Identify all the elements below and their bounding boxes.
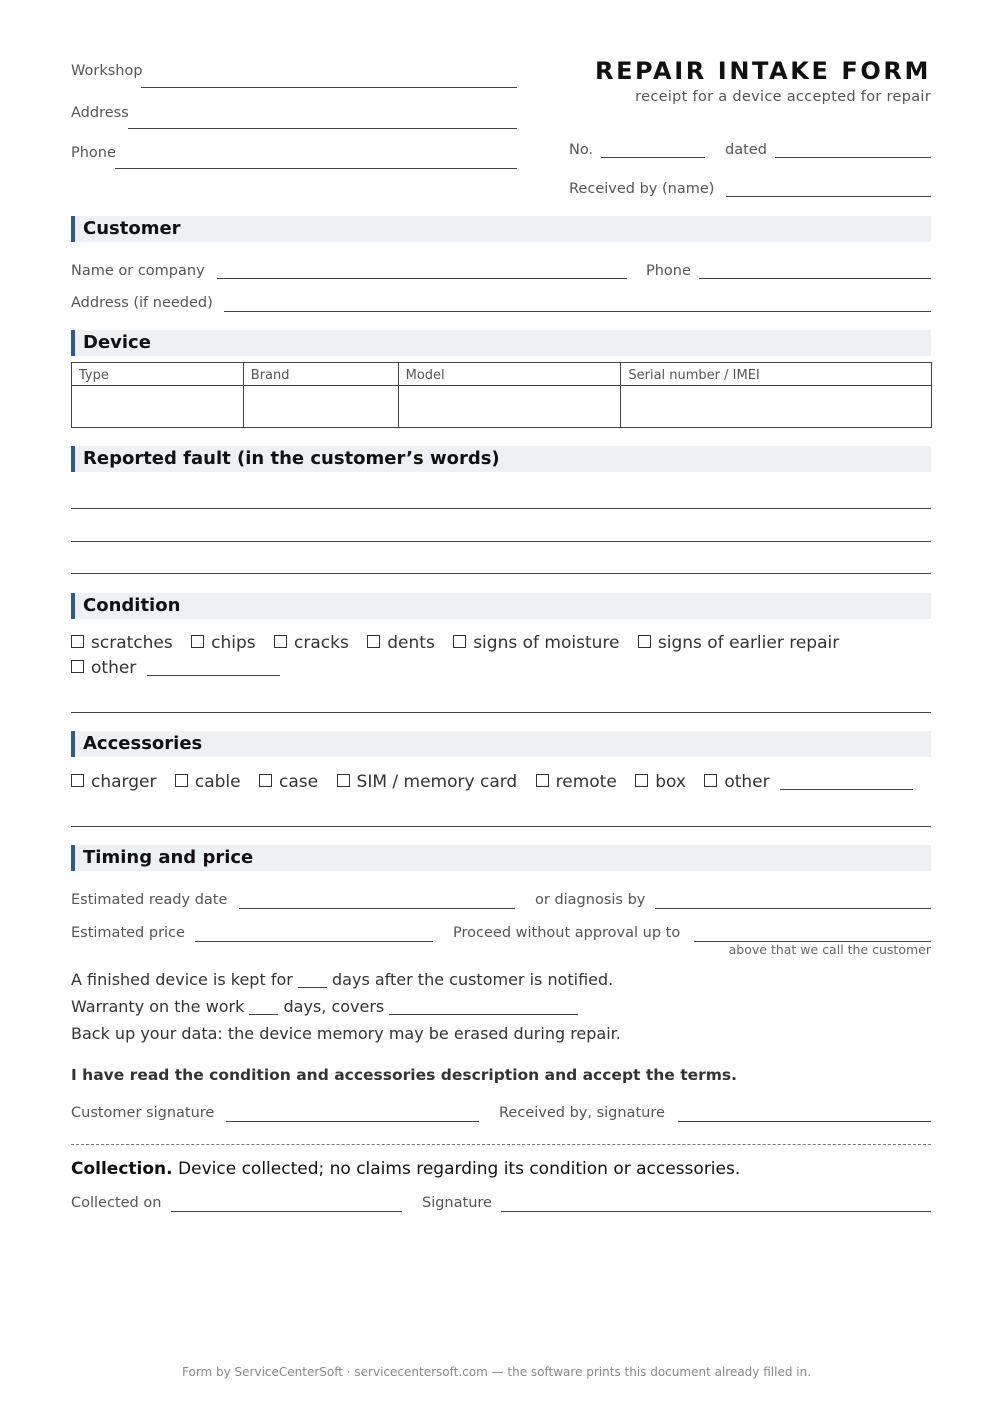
- checkbox-icon[interactable]: [536, 774, 549, 787]
- condition-other-label: other: [91, 658, 137, 678]
- kept-term: [71, 970, 613, 990]
- workshop-field[interactable]: [141, 87, 517, 88]
- accessories-notes-line[interactable]: [71, 826, 931, 827]
- diagnosis-label: or diagnosis by: [535, 892, 646, 908]
- ready-date-label: Estimated ready date: [71, 892, 228, 908]
- accessory-option-remote[interactable]: [536, 772, 617, 792]
- section-condition: [71, 593, 931, 619]
- kept-days-field[interactable]: [298, 971, 327, 988]
- number-label: No.: [569, 142, 594, 158]
- customer-address-label: Address (if needed): [71, 295, 213, 311]
- warranty-term-pre: Warranty on the work: [71, 997, 245, 1016]
- received-by-field[interactable]: [726, 196, 931, 197]
- condition-option-label: signs of earlier repair: [657, 633, 840, 653]
- section-accessories-heading: Accessories: [83, 733, 203, 754]
- condition-option-label: cracks: [294, 633, 349, 653]
- section-accessories: [71, 731, 931, 757]
- approval-note: above that we call the customer: [728, 942, 931, 957]
- customer-name-field[interactable]: [217, 278, 627, 279]
- section-timing: [71, 845, 931, 871]
- device-brand-cell[interactable]: [243, 386, 398, 428]
- condition-options: [71, 632, 852, 654]
- condition-option-moisture[interactable]: [453, 633, 619, 653]
- collection-signature-field[interactable]: [501, 1211, 931, 1212]
- condition-option-dents[interactable]: [367, 633, 435, 653]
- phone-label: Phone: [71, 145, 116, 161]
- device-serial-cell[interactable]: [621, 386, 932, 428]
- kept-term-pre: A finished device is kept for: [71, 970, 293, 989]
- phone-field[interactable]: [115, 168, 517, 169]
- checkbox-icon[interactable]: [191, 635, 204, 648]
- checkbox-icon[interactable]: [71, 635, 84, 648]
- device-type-cell[interactable]: [72, 386, 244, 428]
- number-field[interactable]: [601, 157, 705, 158]
- checkbox-icon[interactable]: [453, 635, 466, 648]
- ready-date-field[interactable]: [239, 908, 515, 909]
- accessory-option-sim[interactable]: [337, 772, 518, 792]
- dated-label: dated: [725, 142, 767, 158]
- accessory-option-box[interactable]: [635, 772, 686, 792]
- accessory-option-label: charger: [91, 772, 157, 792]
- section-customer: [71, 216, 931, 242]
- condition-other-field[interactable]: [147, 659, 280, 676]
- device-col-serial: Serial number / IMEI: [621, 363, 932, 386]
- collection-statement: [71, 1159, 740, 1179]
- accessory-other-field[interactable]: [780, 773, 913, 790]
- fault-line-3[interactable]: [71, 573, 931, 574]
- accessory-option-label: cable: [194, 772, 241, 792]
- condition-option-label: scratches: [91, 633, 173, 653]
- device-col-model: Model: [398, 363, 621, 386]
- accept-statement: I have read the condition and accessories description and accept the terms.: [71, 1066, 738, 1084]
- condition-notes-line[interactable]: [71, 712, 931, 713]
- collected-on-label: Collected on: [71, 1195, 162, 1211]
- received-signature-field[interactable]: [678, 1121, 931, 1122]
- collection-text: Device collected; no claims regarding its condition or accessories.: [178, 1159, 741, 1179]
- collection-signature-label: Signature: [422, 1195, 492, 1211]
- price-label: Estimated price: [71, 925, 185, 941]
- condition-option-label: dents: [387, 633, 435, 653]
- workshop-label: Workshop: [71, 63, 143, 79]
- accessory-option-label: box: [655, 772, 686, 792]
- condition-option-cracks[interactable]: [274, 633, 349, 653]
- condition-option-other[interactable]: [71, 658, 136, 678]
- accessory-option-case[interactable]: [259, 772, 318, 792]
- section-fault-heading: Reported fault (in the customer’s words): [83, 448, 500, 469]
- accessory-option-other[interactable]: [704, 772, 769, 792]
- customer-phone-label: Phone: [646, 263, 691, 279]
- collected-on-field[interactable]: [171, 1211, 402, 1212]
- device-table: [71, 362, 932, 428]
- approval-label: Proceed without approval up to: [453, 925, 681, 941]
- dated-field[interactable]: [775, 157, 931, 158]
- condition-option-earlier-repair[interactable]: [638, 633, 839, 653]
- accessory-options: [71, 771, 913, 793]
- warranty-covers-field[interactable]: [389, 998, 578, 1015]
- address-label: Address: [71, 105, 129, 121]
- footer-note: Form by ServiceCenterSoft · servicecentersoft.com — the software prints this document already filled in.: [181, 1365, 812, 1379]
- condition-option-label: signs of moisture: [473, 633, 620, 653]
- device-col-type: Type: [72, 363, 244, 386]
- form-subtitle: receipt for a device accepted for repair: [635, 89, 931, 105]
- checkbox-icon[interactable]: [635, 774, 648, 787]
- customer-phone-field[interactable]: [699, 278, 931, 279]
- customer-address-field[interactable]: [224, 311, 931, 312]
- section-fault: [71, 446, 931, 472]
- warranty-term: [71, 997, 578, 1017]
- checkbox-icon[interactable]: [175, 774, 188, 787]
- cut-divider: [71, 1144, 931, 1145]
- checkbox-icon[interactable]: [274, 635, 287, 648]
- customer-signature-label: Customer signature: [71, 1105, 215, 1121]
- accessory-option-label: case: [279, 772, 319, 792]
- customer-name-label: Name or company: [71, 263, 205, 279]
- fault-line-2[interactable]: [71, 541, 931, 542]
- warranty-days-field[interactable]: [249, 998, 278, 1015]
- backup-note: Back up your data: the device memory may be erased during repair.: [71, 1024, 621, 1043]
- device-col-brand: Brand: [243, 363, 398, 386]
- accessory-option-label: SIM / memory card: [356, 772, 518, 792]
- price-field[interactable]: [195, 941, 433, 942]
- fault-line-1[interactable]: [71, 508, 931, 509]
- diagnosis-field[interactable]: [655, 908, 931, 909]
- section-device-heading: Device: [83, 332, 151, 353]
- checkbox-icon[interactable]: [638, 635, 651, 648]
- checkbox-icon[interactable]: [367, 635, 380, 648]
- condition-other-row: [71, 657, 280, 679]
- section-device: [71, 330, 931, 356]
- received-by-label: Received by (name): [569, 181, 715, 197]
- checkbox-icon[interactable]: [259, 774, 272, 787]
- checkbox-icon[interactable]: [704, 774, 717, 787]
- collection-heading: Collection.: [71, 1159, 173, 1179]
- accessory-option-charger[interactable]: [71, 772, 156, 792]
- section-condition-heading: Condition: [83, 595, 181, 616]
- received-signature-label: Received by, signature: [499, 1105, 665, 1121]
- kept-term-post: days after the customer is notified.: [332, 970, 614, 989]
- condition-option-chips[interactable]: [191, 633, 256, 653]
- checkbox-icon[interactable]: [71, 660, 84, 673]
- checkbox-icon[interactable]: [71, 774, 84, 787]
- device-model-cell[interactable]: [398, 386, 621, 428]
- form-title: REPAIR INTAKE FORM: [594, 57, 931, 85]
- customer-signature-field[interactable]: [226, 1121, 479, 1122]
- section-customer-heading: Customer: [83, 218, 181, 239]
- checkbox-icon[interactable]: [337, 774, 350, 787]
- accessory-option-cable[interactable]: [175, 772, 241, 792]
- condition-option-label: chips: [211, 633, 256, 653]
- section-timing-heading: Timing and price: [83, 847, 254, 868]
- address-field[interactable]: [128, 128, 517, 129]
- condition-option-scratches[interactable]: [71, 633, 173, 653]
- accessory-option-label: remote: [555, 772, 617, 792]
- warranty-term-mid: days, covers: [283, 997, 385, 1016]
- accessory-other-label: other: [724, 772, 770, 792]
